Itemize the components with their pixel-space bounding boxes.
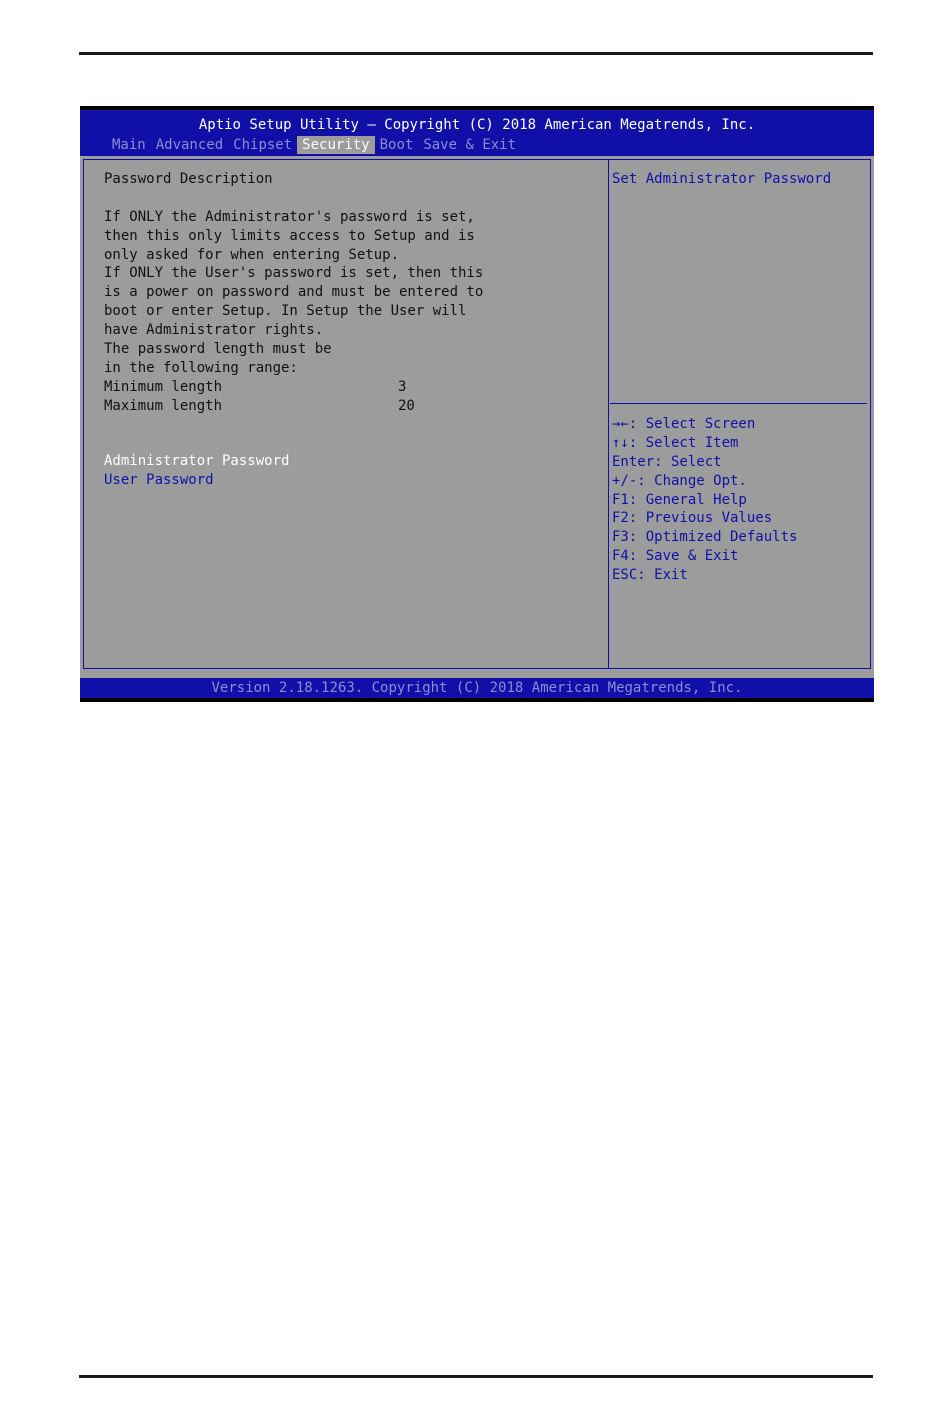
page-top-rule (79, 52, 873, 55)
description-line: is a power on password and must be entered to (104, 284, 484, 301)
content-panel (80, 156, 874, 678)
help-divider (610, 403, 867, 404)
description-line: If ONLY the Administrator's password is set, (104, 208, 475, 225)
tab-security[interactable]: Security (297, 136, 374, 154)
key-change-opt: +/-: Change Opt. (612, 472, 747, 489)
key-previous-values: F2: Previous Values (612, 510, 773, 527)
maximum-length-value: 20 (398, 397, 415, 414)
description-line: then this only limits access to Setup and is (104, 227, 475, 244)
bios-header (80, 110, 874, 156)
description-heading: Password Description (104, 171, 273, 187)
maximum-length-row (104, 397, 504, 416)
password-description (104, 170, 504, 416)
description-line: have Administrator rights. (104, 322, 324, 339)
description-line: in the following range: (104, 359, 298, 376)
key-optimized-defaults: F3: Optimized Defaults (612, 529, 798, 546)
key-esc-exit: ESC: Exit (612, 567, 688, 584)
key-legend (612, 415, 797, 585)
description-line (104, 189, 504, 208)
description-line: If ONLY the User's password is set, then this (104, 265, 484, 282)
tab-bar (107, 136, 521, 154)
tab-chipset[interactable]: Chipset (233, 137, 293, 153)
description-line: The password length must be (104, 341, 332, 358)
maximum-length-label: Maximum length (104, 397, 223, 414)
bios-setup-screen (80, 106, 874, 702)
tab-main[interactable]: Main (112, 137, 146, 153)
item-help-text: Set Administrator Password (612, 171, 832, 187)
panel-divider (608, 159, 609, 669)
key-select-item: ↑↓: Select Item (612, 434, 739, 451)
tab-advanced[interactable]: Advanced (155, 137, 224, 153)
tab-boot[interactable]: Boot (379, 137, 414, 153)
minimum-length-label: Minimum length (104, 378, 223, 395)
key-save-exit: F4: Save & Exit (612, 548, 739, 565)
tab-save-exit[interactable]: Save & Exit (423, 137, 517, 153)
page-bottom-rule (79, 1375, 873, 1378)
key-general-help: F1: General Help (612, 491, 747, 508)
administrator-password-item[interactable]: Administrator Password (104, 453, 290, 469)
minimum-length-row (104, 378, 504, 397)
description-line: only asked for when entering Setup. (104, 246, 400, 263)
bios-title: Aptio Setup Utility – Copyright (C) 2018 American Megatrends, Inc. (198, 117, 756, 133)
bios-footer (80, 678, 874, 698)
version-text: Version 2.18.1263. Copyright (C) 2018 American Megatrends, Inc. (211, 680, 743, 696)
key-select-screen: →←: Select Screen (612, 416, 756, 432)
key-enter-select: Enter: Select (612, 453, 722, 470)
description-line: boot or enter Setup. In Setup the User will (104, 303, 467, 320)
minimum-length-value: 3 (398, 378, 407, 395)
user-password-item[interactable]: User Password (104, 472, 214, 488)
